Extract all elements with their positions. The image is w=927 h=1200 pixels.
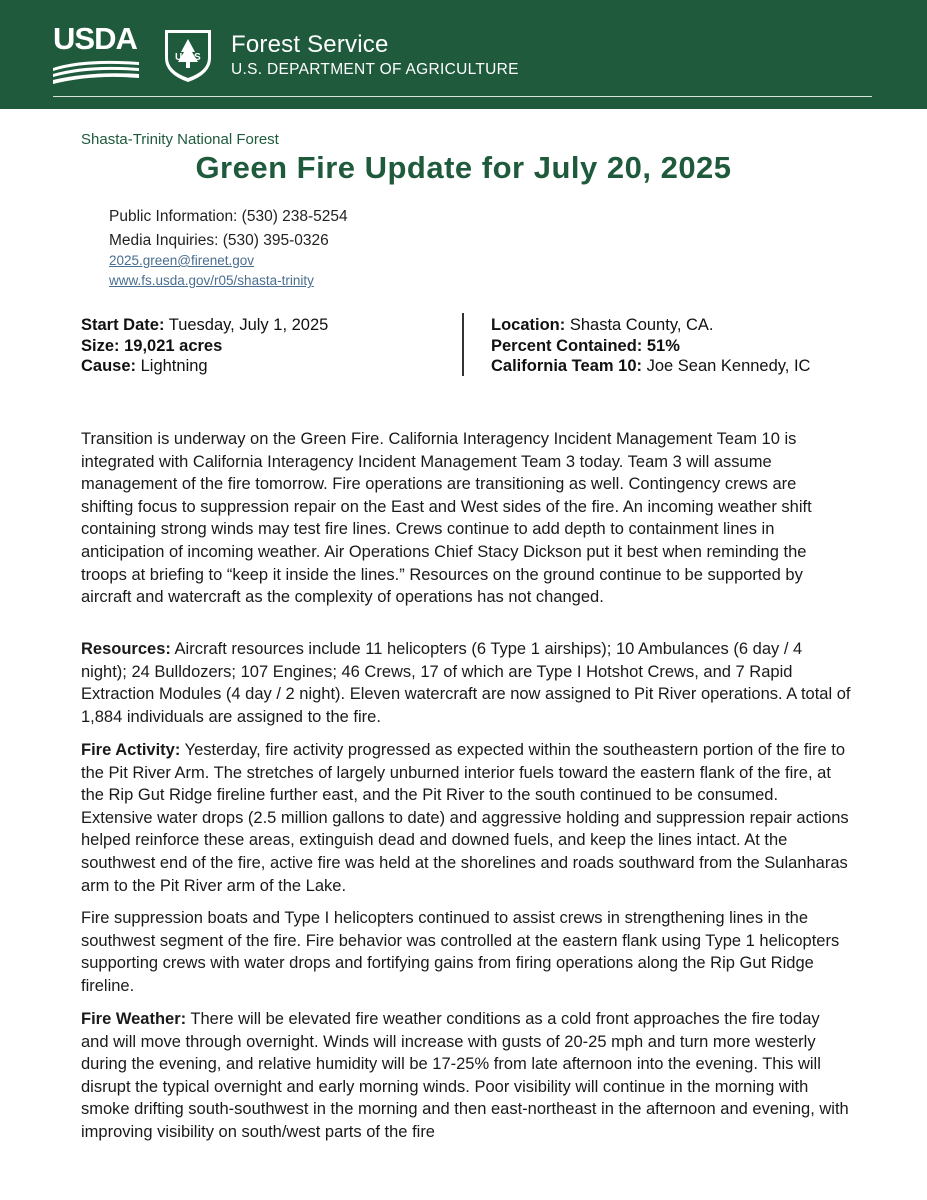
team-row: California Team 10: Joe Sean Kennedy, IC (491, 357, 811, 375)
size-row: Size: 19,021 acres (81, 336, 223, 355)
page-header (0, 0, 927, 109)
fire-weather-paragraph: Fire Weather: There will be elevated fire weather conditions as a cold front approaches the fire today and will move through overnight. Winds will increase with gusts of 20-25 mph and turn more westerly during the evening, and relative humidity will be 17-25% from late afternoon into the evening. This will disrupt the typical overnight and early morning winds. Poor visibility will continue in the morning with smoke drifting south-southwest in the morning and then east-northeast in the afternoon and evening, with improving visibility on south/west parts of the fire (81, 1010, 849, 1141)
start-date-row: Start Date: Tuesday, July 1, 2025 (81, 316, 329, 334)
forest-service-shield-icon[interactable] (163, 28, 213, 84)
svg-text:U: U (175, 52, 183, 63)
percent-contained-row: Percent Contained: 51% (491, 336, 680, 355)
fire-facts-left (81, 315, 328, 377)
page-title: Green Fire Update for July 20, 2025 (195, 150, 732, 185)
resources-paragraph: Resources: Aircraft resources include 11 helicopters (6 Type 1 airships); 10 Ambulances (6 day / 4 night); 24 Bulldozers; 107 Engines; 46 Crews, 17 of which are Type I Hotshot Crews, and 7 Rapid Extraction Modules (4 day / 2 night). Eleven watercraft are now assigned to Pit River operations. A total of 1,884 individuals are assigned to the fire. (81, 640, 851, 726)
fire-facts-right (491, 315, 810, 377)
svg-text:S: S (194, 52, 201, 63)
location-row: Location: Shasta County, CA. (491, 316, 714, 334)
usda-logo-text: USDA (53, 21, 137, 56)
suppression-paragraph: Fire suppression boats and Type I helicopters continued to assist crews in strengthening lines in the southwest segment of the fire. Fire behavior was controlled at the eastern flank using Type 1 helicopters supporting crews with water drops and fortifying gains from firing operations along the Rip Gut Ridge fireline. (81, 909, 840, 995)
usda-logo-waves (53, 56, 139, 86)
website-link[interactable]: www.fs.usda.gov/r05/shasta-trinity (109, 273, 314, 288)
usda-logo[interactable] (53, 21, 139, 86)
header-divider (53, 96, 872, 97)
public-info-phone: Public Information: (530) 238-5254 (109, 208, 348, 225)
cause-row: Cause: Lightning (81, 357, 208, 375)
fire-activity-paragraph: Fire Activity: Yesterday, fire activity progressed as expected within the southeastern portion of the fire to the Pit River Arm. The stretches of largely unburned interior fuels toward the eastern flank of the fire, at the Rip Gut Ridge fireline further east, and the Pit River to the south continued to be consumed. Extensive water drops (2.5 million gallons to date) and aggressive holding and suppression repair actions helped reinforce these areas, extinguish dead and downed fuels, and keep the lines intact. At the southwest end of the fire, active fire was held at the shorelines and roads southward from the Sulanharas arm to the Pit River arm of the Lake. (81, 741, 849, 895)
email-link[interactable]: 2025.green@firenet.gov (109, 253, 255, 268)
agency-title: Forest Service (231, 31, 389, 58)
forest-name: Shasta-Trinity National Forest (81, 131, 279, 148)
agency-subtitle: U.S. DEPARTMENT OF AGRICULTURE (231, 61, 519, 78)
intro-paragraph: Transition is underway on the Green Fire. California Interagency Incident Management Team 10 is integrated with California Interagency Incident Management Team 3 today. Team 3 will assume management of the fire tomorrow. Fire operations are transitioning as well. Contingency crews are shifting focus to suppression repair on the East and West sides of the fire. An incoming weather shift containing strong winds may test fire lines. Crews continue to add depth to containment lines in anticipation of incoming weather. Air Operations Chief Stacy Dickson put it best when reminding the troops at briefing to “keep it inside the lines.” Resources on the ground continue to be supported by aircraft and watercraft as the complexity of operations has not changed. (81, 430, 812, 607)
media-inquiries-phone: Media Inquiries: (530) 395-0326 (109, 232, 329, 249)
facts-divider (462, 313, 464, 376)
